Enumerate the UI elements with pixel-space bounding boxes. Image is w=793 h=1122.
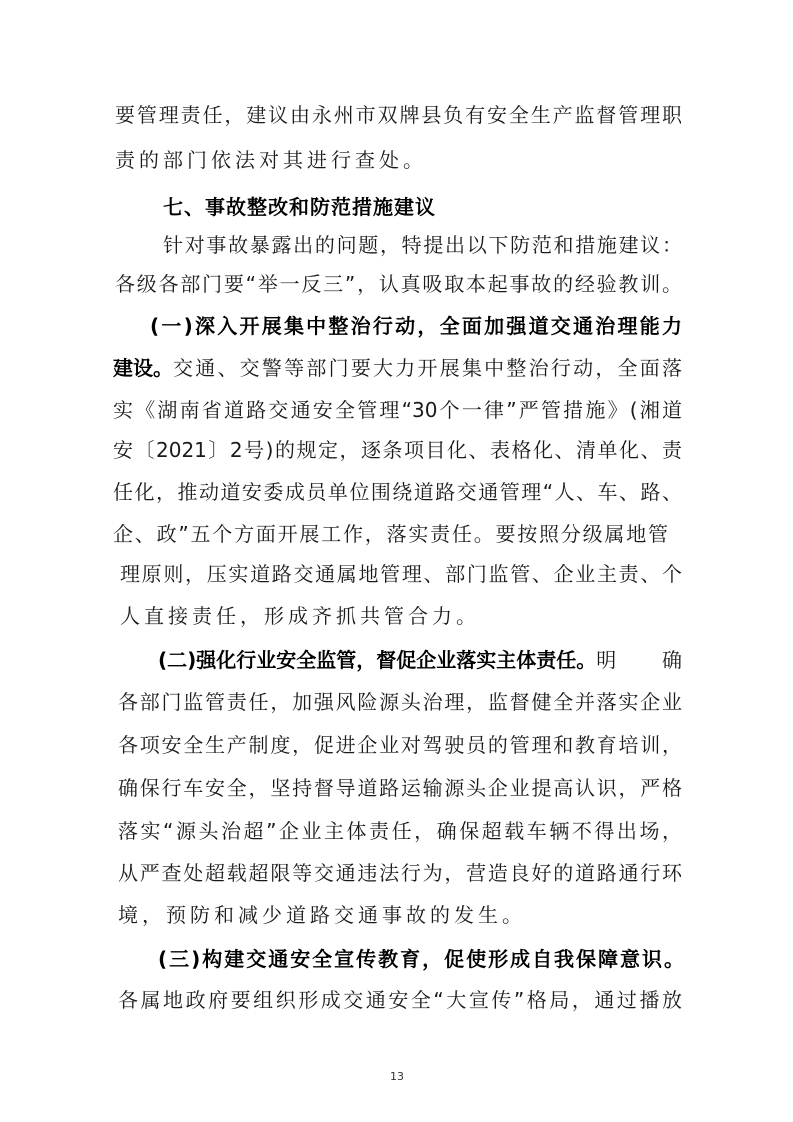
paragraph-line: 要管理责任，建议由永州市双牌县负有安全生产监督管理职 — [115, 103, 682, 127]
paragraph-line: 落实“源头治超”企业主体责任，确保超载车辆不得出场， — [118, 819, 682, 843]
paragraph-line: 实《湖南省道路交通安全管理“30个一律”严管措施》(湘道 — [113, 398, 682, 422]
paragraph-text: 交通、交警等部门要大力开展集中整治行动，全面落 — [173, 356, 682, 380]
paragraph-line: 人直接责任，形成齐抓共管合力。 — [120, 604, 480, 628]
paragraph-line: 从严查处超载超限等交通违法行为，营造良好的道路通行环 — [118, 861, 682, 885]
subsection-heading-tail: 建设。 — [113, 356, 173, 380]
subsection-heading: (二)强化行业安全监管，督促企业落实主体责任。 — [158, 648, 597, 672]
paragraph-line: 各部门监管责任，加强风险源头治理，监督健全并落实企业 — [118, 690, 682, 714]
paragraph-line: 任化，推动道安委成员单位围绕道路交通管理“人、车、路、 — [113, 480, 682, 504]
section-heading: 七、事故整改和防范措施建议 — [163, 195, 436, 219]
paragraph-line: 企、政”五个方面开展工作，落实责任。要按照分级属地管 — [113, 522, 668, 546]
paragraph-line: 理原则，压实道路交通属地管理、部门监管、企业主责、个 — [120, 562, 682, 586]
page-number: 13 — [390, 1070, 404, 1083]
paragraph-line: 确保行车安全，坚持督导道路运输源头企业提高认识，严格 — [118, 776, 682, 800]
paragraph-line — [158, 646, 682, 674]
paragraph-line: 安〔2021〕2号)的规定，逐条项目化、表格化、清单化、责 — [113, 438, 682, 462]
subsection-heading: (三)构建交通安全宣传教育，促使形成自我保障意识。 — [158, 947, 684, 971]
paragraph-line: 针对事故暴露出的问题，特提出以下防范和措施建议： — [163, 233, 682, 257]
paragraph-line: 境，预防和减少道路交通事故的发生。 — [118, 903, 526, 927]
paragraph-line: 责的部门依法对其进行查处。 — [115, 148, 427, 172]
paragraph-line: 各项安全生产制度，促进企业对驾驶员的管理和教育培训， — [118, 733, 682, 757]
subsection-heading: (一)深入开展集中整治行动，全面加强道交通治理能力 — [150, 314, 682, 338]
paragraph-line: 各级各部门要“举一反三”，认真吸取本起事故的经验教训。 — [115, 272, 682, 296]
paragraph-line: 各属地政府要组织形成交通安全“大宣传”格局，通过播放 — [118, 988, 682, 1012]
paragraph-line — [113, 354, 682, 382]
paragraph-text: 明确 — [596, 648, 682, 672]
